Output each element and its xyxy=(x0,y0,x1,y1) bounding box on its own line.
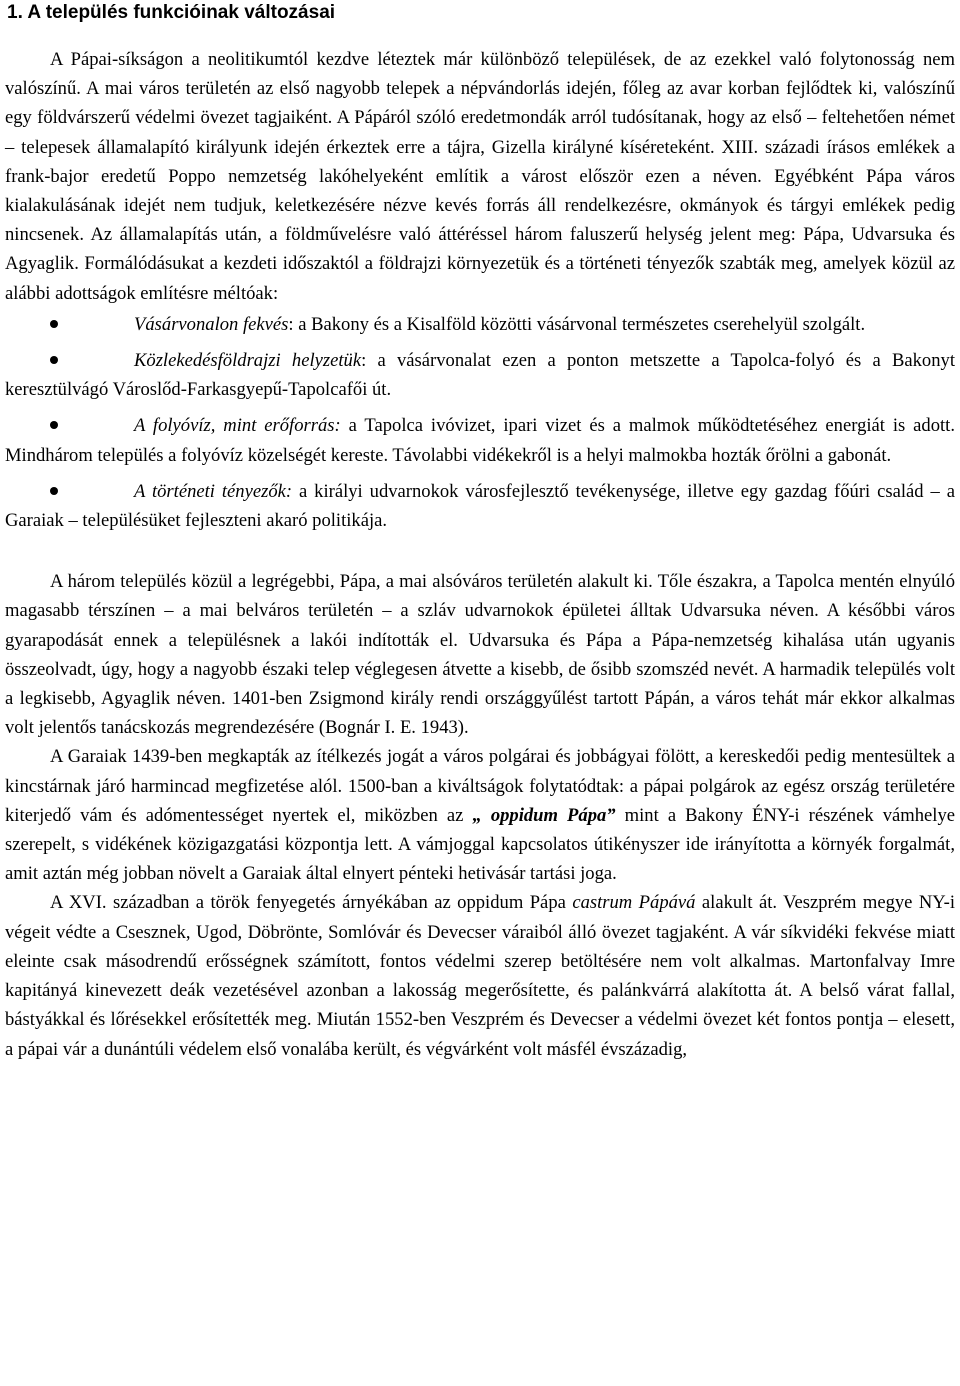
bullet-icon xyxy=(50,477,134,506)
paragraph-castrum xyxy=(5,888,955,1063)
bullet-text: a Tapolca ivóvizet, ipari vizet és a malmok működtetéséhez energiát is adott. Mindhárom település a folyóvíz közelségét kereste. Távolabbi vidékekről is a helyi malmokba hozták őrölni a gabonát. xyxy=(5,415,955,466)
bullet-list xyxy=(5,310,955,535)
paragraph-settlements: A három település közül a legrégebbi, Pápa, a mai alsóváros területén alakult ki. Tőle északra, a Tapolca mentén elnyúló magasabb térszínen – a mai belváros területén – a szláv udvarnokok épületei álltak Udvarsuka néven. A későbbi város gyarapodását ennek a településnek a lakói indították el. Udvarsuka és Pápa a Pápa-nemzetség kihalása után ugyanis összeolvadt, úgy, hogy a nagyobb északi telep véglegesen átvette a kisebb, de ősibb szomszéd nevét. A harmadik település volt a legkisebb, Agyaglik néven. 1401-ben Zsigmond király rendi országgyűlést tartott Pápán, a város tehát már ekkor alkalmas volt jelentős tanácskozás megrendezésére (Bognár I. E. 1943). xyxy=(5,571,955,739)
bullet-text: : a Bakony és a Kisalföld közötti vásárvonal természetes cserehelyül szolgált. xyxy=(288,313,866,335)
bullet-label: Vásárvonalon fekvés xyxy=(134,313,289,335)
bullet-icon xyxy=(50,411,134,440)
text-run: A Garaiak 1439-ben megkapták az ítélkezés jogát a város polgárai és jobbágyai fölött, a kereskedői pedig mentesültek a kincstárnak járó harmincad megfizetése alól. 1500-ban a kiváltságok folytatódtak: a pápai polgárok az egész ország területére kiterjedő vám és adómentességet nyertek el, miközben az xyxy=(5,746,955,826)
bullet-text: a királyi udvarnokok városfejlesztő tevékenysége, illetve egy gazdag főúri család – a Garaiak – településüket fejleszteni akaró politikája. xyxy=(5,480,955,532)
bullet-label: Közlekedésföldrajzi helyzetük xyxy=(134,350,362,372)
text-run: alakult át. Veszprém megye NY-i végeit védte a Csesznek, Ugod, Döbrönte, Somlóvár és Devecser váraiból álló övezet tagjaként. A vár síkvidéki fekvése miatt eleinte csak másodrendű erősségnek számított, fontos védelmi szerep betöltésére nem volt alkalmas. Martonfalvay Imre kapitányá kinevezett deák vezetésével azonban a lakosság megerősítette, és palánkvárrá alakította át. A belső várat fallal, bástyákkal és lőrésekkel erősítették meg. Miután 1552-ben Veszprém és Devecser a védelmi övezet két fontos pontja – elesett, a pápai vár a dunántúli védelem első vonalába került, és végvárként volt másfél évszázadig, xyxy=(5,892,956,1060)
paragraph-intro: A Pápai-síkságon a neolitikumtól kezdve léteztek már különböző települések, de az ezekkel való folytonosság nem valószínű. A mai város területén az első nagyobb telepek a népvándorlás idején, főleg az avar korban fejlődtek ki, valószínű egy földvárszerű védelmi övezet tagjaiként. A Pápáról szóló eredetmondák arról tudósítanak, hogy az első – feltehetően német – telepesek államalapító királyunk idején érkeztek erre a tájra, Gizella királyné kíséreteként. XIII. századi írásos emlékek a frank-bajor eredetű Poppo nemzetség lakóhelyeként említik a várost először ezen a néven. Egyébként Pápa város kialakulásának idejét nem tudjuk, keletkezésére nézve kevés forrás áll rendelkezésre, okmányok és tárgyi emlékek pedig nincsenek. Az államalapítás után, a földművelésre való áttéréssel három faluszerű helység jelent meg: Pápa, Udvarsuka és Agyaglik. Formálódásukat a kezdeti időszaktól a földrajzi környezetük és a történeti tényezők szabták meg, amelyek közül az alábbi adottságok említésre méltóak: xyxy=(5,49,955,304)
bullet-item xyxy=(5,310,955,339)
paragraph-garai xyxy=(5,742,955,888)
bullet-text: : a vásárvonalat ezen a ponton metszette a Tapolca-folyó és a Bakonyt keresztülvágó Városlőd-Farkasgyepű-Tapolcafői út. xyxy=(5,350,955,401)
bullet-icon xyxy=(50,310,134,339)
bullet-item xyxy=(5,346,955,404)
document-page xyxy=(0,2,960,1386)
bullet-label: A történeti tényezők: xyxy=(134,480,293,502)
bullet-item xyxy=(5,411,955,469)
text-run: mint a Bakony ÉNY-i részének vámhelye szerepelt, s vidékének közigazgatási központja lett. A vámjoggal kapcsolatos útikényszer ide irányította a környék forgalmát, amit aztán még jobban növelt a Garaiak által elnyert pénteki hetivásár tartási joga. xyxy=(5,804,955,885)
emphasis-oppidum: „ oppidum Pápa” xyxy=(472,804,616,826)
bullet-item xyxy=(5,477,955,535)
paragraph-gap xyxy=(5,535,955,567)
emphasis-castrum: castrum Pápává xyxy=(572,892,696,914)
bullet-label: A folyóvíz, mint erőforrás: xyxy=(134,415,341,437)
section-heading: 1. A település funkcióinak változásai xyxy=(7,2,336,23)
bullet-icon xyxy=(50,346,134,375)
text-run: A XVI. században a török fenyegetés árnyékában az oppidum Pápa xyxy=(50,892,573,914)
